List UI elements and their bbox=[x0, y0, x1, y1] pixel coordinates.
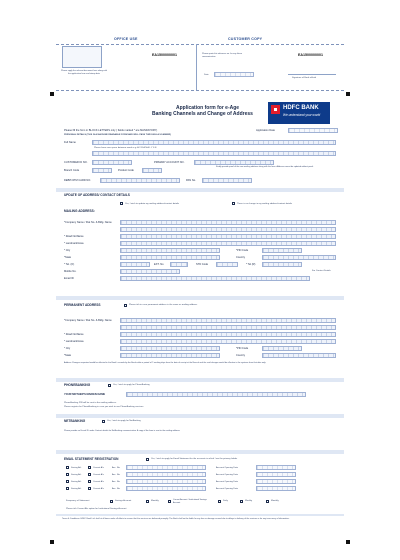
account-no-field[interactable] bbox=[126, 486, 206, 491]
current-checkbox[interactable] bbox=[88, 466, 91, 469]
opening-date-label: Account Opening Date bbox=[216, 480, 239, 483]
mailing-pin-field[interactable] bbox=[262, 248, 302, 253]
section-divider bbox=[56, 296, 344, 300]
terms-text: Terms & Conditions: HDFC Bank Ltd. shall at all times make all efforts to ensure that the services are delivered promptly. The Bank shall not be liable for any loss or damage caused due to delays in delivery of the services or for any inaccuracy of information. bbox=[62, 518, 290, 520]
account-note: Kindly provide proof of the new mailing address along with the form. Address cannot be updated without proof. bbox=[216, 166, 314, 168]
tel-office-field[interactable] bbox=[120, 262, 150, 267]
netbanking-note: Please provide an E-mail ID under Contact details for NetBanking communication. A copy of the form is sent to the mailing address. bbox=[64, 430, 181, 432]
saving-label: Saving A/c bbox=[71, 473, 82, 476]
account-no-label: Acc. No. bbox=[112, 473, 121, 476]
opening-date-label: Account Opening Date bbox=[216, 473, 239, 476]
perforation-line bbox=[56, 44, 344, 45]
hdfc-logo bbox=[268, 102, 330, 124]
current-label: Current A/c bbox=[93, 473, 104, 476]
address-change-note: Address Changes requested would be effected in the Bank's records by the Bank within a period of 7 working days from the date of receipt at the Branch and the said changes would be effective in the systems from that date only. bbox=[64, 362, 266, 364]
current-label: Current A/c bbox=[93, 480, 104, 483]
perm-company-field[interactable] bbox=[120, 318, 336, 323]
scan-mark bbox=[50, 92, 54, 96]
phonebanking-heading: PHONEBANKING bbox=[64, 383, 91, 387]
estatement-footer: Please tick Current A/c option for Institutional Savings Account bbox=[66, 508, 127, 510]
mailing-state-label: *State bbox=[64, 256, 72, 259]
pan-field[interactable] bbox=[202, 178, 252, 183]
account-no-field[interactable] bbox=[126, 479, 206, 484]
netbanking-checkbox[interactable] bbox=[102, 420, 105, 423]
customer-copy-label: CUSTOMER COPY bbox=[228, 37, 263, 41]
section-divider bbox=[56, 188, 344, 192]
opening-date-field[interactable] bbox=[256, 479, 296, 484]
mailing-landmark-field[interactable] bbox=[120, 241, 336, 246]
perm-state-label: *State bbox=[64, 354, 72, 357]
mailing-address-heading: MAILING ADDRESS: bbox=[64, 209, 95, 213]
maiden-name-label: YOUR MOTHER'S MAIDEN NAME bbox=[64, 393, 106, 396]
mailing-road-field[interactable] bbox=[120, 234, 336, 239]
opening-date-label: Account Opening Date bbox=[216, 487, 239, 490]
branch-code-label: Branch Code bbox=[64, 169, 80, 172]
debit-card-field[interactable] bbox=[100, 178, 180, 183]
saving-checkbox[interactable] bbox=[66, 466, 69, 469]
netbanking-opt-label: Yes, I wish to apply for NetBanking bbox=[107, 420, 141, 422]
scan-mark bbox=[346, 540, 350, 544]
perm-city-field[interactable] bbox=[120, 346, 220, 351]
freq-monthly-2-checkbox[interactable] bbox=[266, 500, 269, 503]
same-as-mailing-label: Please tick in case permanent address is the same as mailing address bbox=[129, 304, 198, 306]
current-checkbox[interactable] bbox=[88, 473, 91, 476]
instructions: Please fill the form in BLOCK LETTERS only ( fields marked * are MANDATORY) bbox=[64, 129, 158, 132]
perm-pin-field[interactable] bbox=[262, 346, 302, 351]
stamp-box[interactable] bbox=[62, 46, 102, 68]
full-name-field-2[interactable] bbox=[92, 151, 336, 156]
email-label: Email ID bbox=[64, 277, 74, 280]
mailing-state-field[interactable] bbox=[120, 255, 220, 260]
freq-monthly-2-label: Monthly bbox=[271, 500, 279, 502]
account-no-field[interactable] bbox=[126, 465, 206, 470]
mailing-country-label: Country bbox=[236, 256, 246, 259]
tel-res-field[interactable] bbox=[262, 262, 302, 267]
perm-country-field[interactable] bbox=[262, 353, 336, 358]
copy-divider bbox=[196, 44, 197, 90]
phonebanking-checkbox[interactable] bbox=[108, 384, 111, 387]
perm-company-label: *Company Name / Flat No. & Bldg. Name bbox=[64, 319, 112, 322]
bank-mark-icon bbox=[271, 105, 280, 114]
maiden-name-field[interactable] bbox=[126, 392, 306, 397]
current-checkbox[interactable] bbox=[88, 487, 91, 490]
current-label: Current A/c bbox=[93, 466, 104, 469]
serial-number-right: EA1500000001 bbox=[298, 53, 323, 57]
freq-weekly-checkbox[interactable] bbox=[240, 500, 243, 503]
mailing-city-field[interactable] bbox=[120, 248, 220, 253]
mailing-city-label: * City bbox=[64, 249, 71, 252]
saving-label: Saving A/c bbox=[71, 466, 82, 469]
frequency-label: Frequency of Statement bbox=[66, 500, 90, 502]
netbanking-heading: NETBANKING bbox=[64, 419, 86, 423]
opening-date-field[interactable] bbox=[256, 486, 296, 491]
reference-note: Please quote this reference no. for any future communication bbox=[202, 53, 243, 58]
mailing-company-field[interactable] bbox=[120, 220, 336, 225]
std-label: STD Code bbox=[196, 263, 209, 266]
mailing-road-label: * Road No/Name bbox=[64, 235, 84, 238]
logo-tagline: We understand your world bbox=[283, 113, 321, 117]
update-address-heading: UPDATE OF ADDRESS/ CONTACT DETAILS bbox=[64, 193, 130, 197]
saving-label: Saving A/c bbox=[71, 480, 82, 483]
freq-savings-checkbox[interactable] bbox=[110, 500, 113, 503]
section-divider bbox=[56, 450, 344, 454]
debit-card-label: DEBIT/ATM CARD NO. bbox=[64, 179, 92, 182]
opening-date-field[interactable] bbox=[256, 465, 296, 470]
mailing-company-label: *Company Name / Flat No. & Bldg. Name bbox=[64, 221, 112, 224]
freq-savings-label: Savings Account bbox=[115, 500, 132, 502]
freq-monthly-label: Monthly bbox=[151, 500, 159, 502]
date-label: Date bbox=[204, 74, 209, 76]
perm-state-field[interactable] bbox=[120, 353, 220, 358]
customer-id-label: CUSTOMER ID NO. bbox=[64, 161, 88, 164]
primary-account-label: PRIMARY ACCOUNT NO. bbox=[154, 161, 185, 164]
current-label: Current A/c bbox=[93, 487, 104, 490]
section-divider bbox=[56, 414, 344, 418]
mailing-landmark-label: * Landmark/Area bbox=[64, 242, 84, 245]
form-title-line1: Application form for e-Age bbox=[176, 105, 240, 111]
phonebanking-note-2: Please register for PhoneBanking in case you wish to use PhoneBanking services. bbox=[64, 406, 144, 408]
customer-id-field[interactable] bbox=[92, 160, 132, 165]
perm-landmark-field[interactable] bbox=[120, 339, 336, 344]
perm-landmark-label: * Landmark/Area bbox=[64, 340, 84, 343]
personal-details-heading: PERSONAL DETAILS (THIS IS A MACHINE READABLE FORM AND WILL PASS THROUGH A SCANNER) bbox=[64, 134, 171, 136]
opening-date-field[interactable] bbox=[256, 472, 296, 477]
account-no-label: Acc. No. bbox=[112, 466, 121, 469]
freq-daily-label: Daily bbox=[223, 500, 228, 502]
branch-code-field[interactable] bbox=[92, 168, 112, 173]
logo-name: HDFC BANK bbox=[283, 105, 319, 111]
freq-current-checkbox[interactable] bbox=[168, 500, 171, 503]
saving-label: Saving A/c bbox=[71, 487, 82, 490]
signature-line[interactable] bbox=[288, 74, 336, 75]
perm-company-field-2[interactable] bbox=[120, 325, 336, 330]
scan-mark bbox=[50, 540, 54, 544]
account-no-field[interactable] bbox=[126, 472, 206, 477]
name-hint: Please leave one space between words e.g. A V R A N A L Y S E bbox=[94, 147, 157, 149]
current-checkbox[interactable] bbox=[88, 480, 91, 483]
saving-checkbox[interactable] bbox=[66, 480, 69, 483]
perm-city-label: * City bbox=[64, 347, 71, 350]
serial-number-left: EA1500000001 bbox=[152, 53, 177, 57]
phonebanking-opt-label: Yes, I wish to apply for PhoneBanking bbox=[113, 384, 150, 386]
section-divider bbox=[56, 514, 344, 516]
signature-label: Signature of Bank official bbox=[292, 77, 317, 79]
update-yes-label: Yes, I wish to update my mailing address/contact details bbox=[125, 202, 180, 205]
mailing-country-field[interactable] bbox=[262, 255, 336, 260]
perm-road-field[interactable] bbox=[120, 332, 336, 337]
contact-details-note: For Contact Details bbox=[312, 270, 331, 272]
full-name-label: Full Name bbox=[64, 141, 76, 144]
permanent-address-heading: PERMANENT ADDRESS bbox=[64, 303, 101, 307]
estatement-checkbox[interactable] bbox=[146, 458, 149, 461]
section-divider bbox=[56, 378, 344, 382]
freq-current-label: Current Account / Institutional Savings Account bbox=[173, 499, 207, 504]
opening-date-label: Account Opening Date bbox=[216, 466, 239, 469]
same-as-mailing-checkbox[interactable] bbox=[124, 304, 127, 307]
full-name-field[interactable] bbox=[92, 140, 336, 145]
form-sheet bbox=[56, 34, 344, 552]
primary-account-field[interactable] bbox=[194, 160, 274, 165]
tel-office-label: * Tel. (O) bbox=[64, 263, 75, 266]
mailing-pin-label: *PIN Code bbox=[236, 249, 249, 252]
mailing-company-field-2[interactable] bbox=[120, 227, 336, 232]
saving-checkbox[interactable] bbox=[66, 487, 69, 490]
product-code-label: Product Code bbox=[118, 169, 134, 172]
tear-line bbox=[56, 90, 344, 91]
update-yes-checkbox[interactable] bbox=[120, 202, 123, 205]
mobile-label: Mobile No. bbox=[64, 270, 77, 273]
ext-label: EXT. No bbox=[154, 263, 164, 266]
email-field[interactable] bbox=[120, 276, 310, 281]
phonebanking-note-1: PhoneBanking PIN will be sent to the mailing address. bbox=[64, 402, 117, 404]
tel-res-label: * Tel (R) bbox=[246, 263, 256, 266]
account-no-label: Acc. No. bbox=[112, 480, 121, 483]
scan-mark bbox=[346, 92, 350, 96]
application-date-field[interactable] bbox=[288, 128, 338, 133]
freq-weekly-label: Weekly bbox=[245, 500, 253, 502]
stamp-note: Please apply the relevant document here along with the application form and stamp date bbox=[61, 70, 107, 75]
account-no-label: Acc. No. bbox=[112, 487, 121, 490]
freq-monthly-checkbox[interactable] bbox=[146, 500, 149, 503]
pan-label: PAN No. bbox=[186, 179, 196, 182]
application-date-label: Application Date bbox=[256, 129, 275, 132]
perm-road-label: * Road No/Name bbox=[64, 333, 84, 336]
date-field[interactable] bbox=[214, 72, 254, 77]
mobile-field[interactable] bbox=[120, 269, 180, 274]
estatement-opt-label: Yes, I wish to apply for Email Statement for the accounts in which I am the primary holder bbox=[151, 458, 238, 460]
perm-country-label: Country bbox=[236, 354, 246, 357]
update-no-checkbox[interactable] bbox=[232, 202, 235, 205]
ext-field[interactable] bbox=[170, 262, 188, 267]
std-field[interactable] bbox=[216, 262, 238, 267]
form-title-line2: Banking Channels and Change of Address bbox=[152, 111, 253, 117]
update-no-label: There is no change in my mailing address/contact details bbox=[237, 202, 293, 205]
office-use-label: OFFICE USE bbox=[114, 37, 138, 41]
product-code-field[interactable] bbox=[142, 168, 162, 173]
perm-pin-label: *PIN Code bbox=[236, 347, 249, 350]
estatement-heading: EMAIL STATEMENT REGISTRATION bbox=[64, 457, 119, 461]
freq-daily-checkbox[interactable] bbox=[218, 500, 221, 503]
saving-checkbox[interactable] bbox=[66, 473, 69, 476]
